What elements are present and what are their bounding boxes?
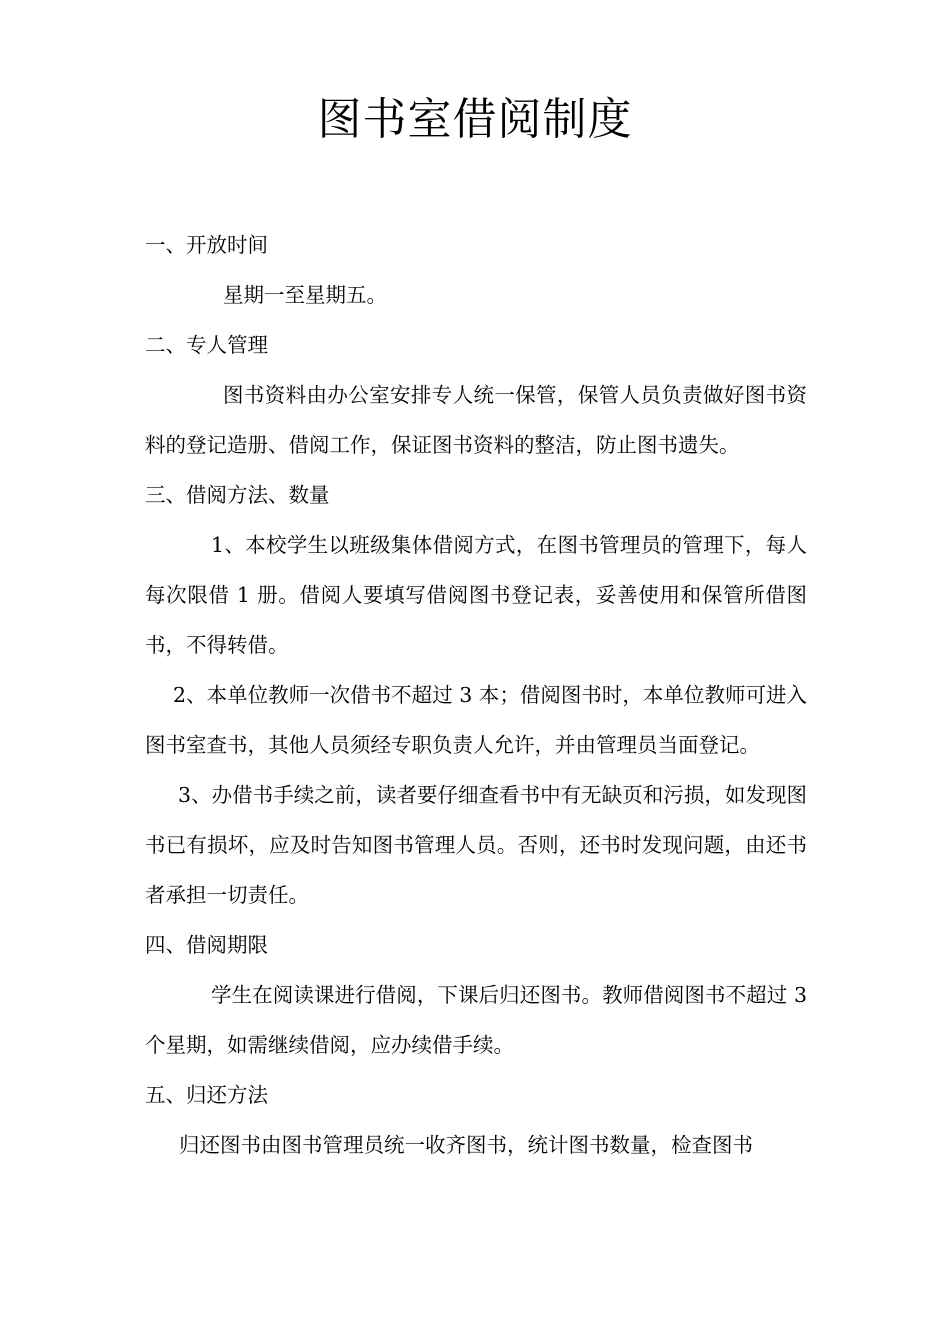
- paragraph-opening-hours: 星期一至星期五。: [223, 283, 387, 307]
- paragraph-return-method: 归还图书由图书管理员统一收齐图书，统计图书数量，检查图书: [179, 1133, 753, 1157]
- section-heading-borrowing-period: 四、借阅期限: [145, 933, 268, 957]
- paragraph-borrowing-rule-2: 2、本单位教师一次借书不超过 3 本；借阅图书时，本单位教师可进入图书室查书，其他人员须经专职负责人允许，并由管理员当面登记。: [145, 683, 807, 757]
- section-heading-management: 二、专人管理: [145, 333, 268, 357]
- paragraph-borrowing-rule-3: 3、办借书手续之前，读者要仔细查看书中有无缺页和污损，如发现图书已有损坏，应及时告知图书管理人员。否则，还书时发现问题，由还书者承担一切责任。: [145, 783, 807, 907]
- section-heading-borrowing-method: 三、借阅方法、数量: [145, 483, 330, 507]
- paragraph-borrowing-period: 学生在阅读课进行借阅，下课后归还图书。教师借阅图书不超过 3 个星期，如需继续借阅，应办续借手续。: [145, 983, 807, 1057]
- paragraph-management: 图书资料由办公室安排专人统一保管，保管人员负责做好图书资料的登记造册、借阅工作，保证图书资料的整洁，防止图书遗失。: [145, 383, 807, 457]
- section-heading-opening-hours: 一、开放时间: [145, 233, 268, 257]
- document-title: 图书室借阅制度: [317, 94, 633, 145]
- section-heading-return-method: 五、归还方法: [145, 1083, 268, 1107]
- paragraph-borrowing-rule-1: 1、本校学生以班级集体借阅方式，在图书管理员的管理下，每人每次限借 1 册。借阅人要填写借阅图书登记表，妥善使用和保管所借图书，不得转借。: [145, 533, 807, 657]
- document-body: [145, 220, 807, 1170]
